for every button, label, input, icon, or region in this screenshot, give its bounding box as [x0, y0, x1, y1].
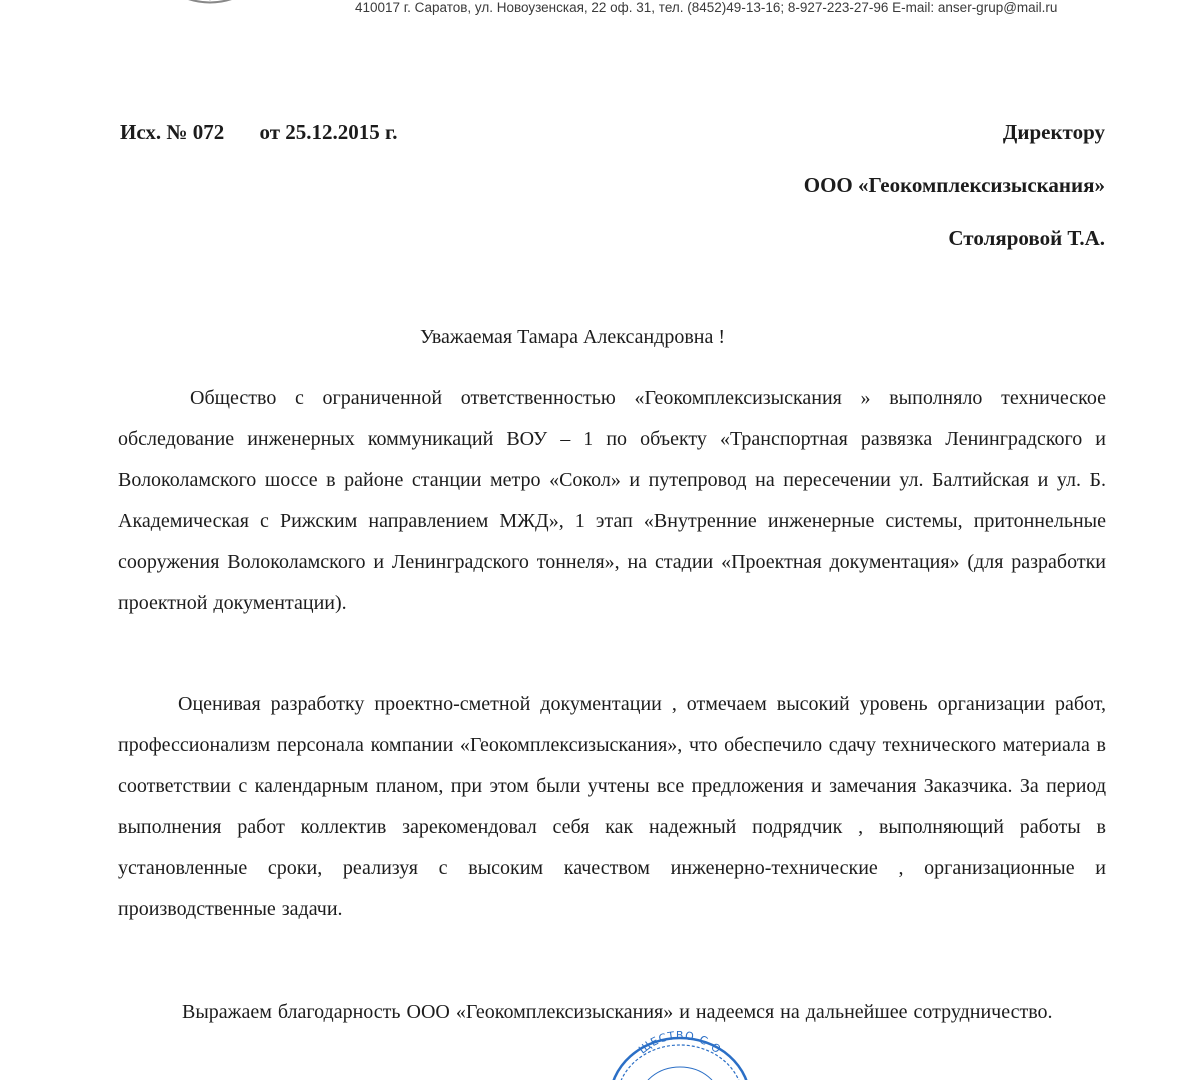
recipient-title: Директору [1002, 120, 1105, 144]
paragraph-intro: Общество с ограниченной ответственностью «Геокомплексизыскания » выполняло техническое обследование инженерных коммуникаций ВОУ – 1 по объекту «Транспортная развязка Ленинградского и Волоколамского шоссе в районе станции метро «Сокол» и путепровод на пересечении ул. Балтийская и ул. Б. Академическая с Рижским направлением МЖД», 1 этап «Внутренние инженерные системы, притоннельные сооружения Волоколамского и Ленинградского тоннеля», на стадии «Проектная документация» (для разработки проектной документации). [118, 387, 1106, 614]
company-stamp [605, 1030, 755, 1080]
outgoing-date: от 25.12.2015 г. [259, 120, 398, 144]
outgoing-reference [120, 120, 397, 145]
greeting: Уважаемая Тамара Александровна ! [419, 326, 726, 348]
stamp-text: ЩЕСТВО С О [636, 1030, 724, 1057]
paragraph-evaluation: Оценивая разработку проектно-сметной документации , отмечаем высокий уровень организации работ, профессионализм персонала компании «Геокомплексизыскания», что обеспечило сдачу технического материала в соответствии с календарным планом, при этом были учтены все предложения и замечания Заказчика. За период выполнения работ коллектив зарекомендовал себя как надежный подрядчик , выполняющий работы в установленные сроки, реализуя с высоким качеством инженерно-технические , организационные и производственные задачи. [118, 693, 1106, 920]
svg-text:ЩЕСТВО С О [636, 1030, 724, 1057]
outgoing-number: Исх. № 072 [120, 120, 225, 144]
letterhead-address: 410017 г. Саратов, ул. Новоузенская, 22 оф. 31, тел. (8452)49-13-16; 8-927-223-27-96 E-mail: anser-grup@mail.ru [355, 0, 1058, 15]
company-logo [150, 0, 270, 10]
recipient-name: Столяровой Т.А. [948, 226, 1105, 250]
recipient-organization: ООО «Геокомплексизыскания» [803, 173, 1105, 197]
paragraph-gratitude: Выражаем благодарность ООО «Геокомплексизыскания» и надеемся на дальнейшее сотрудничество. [182, 1001, 1053, 1023]
